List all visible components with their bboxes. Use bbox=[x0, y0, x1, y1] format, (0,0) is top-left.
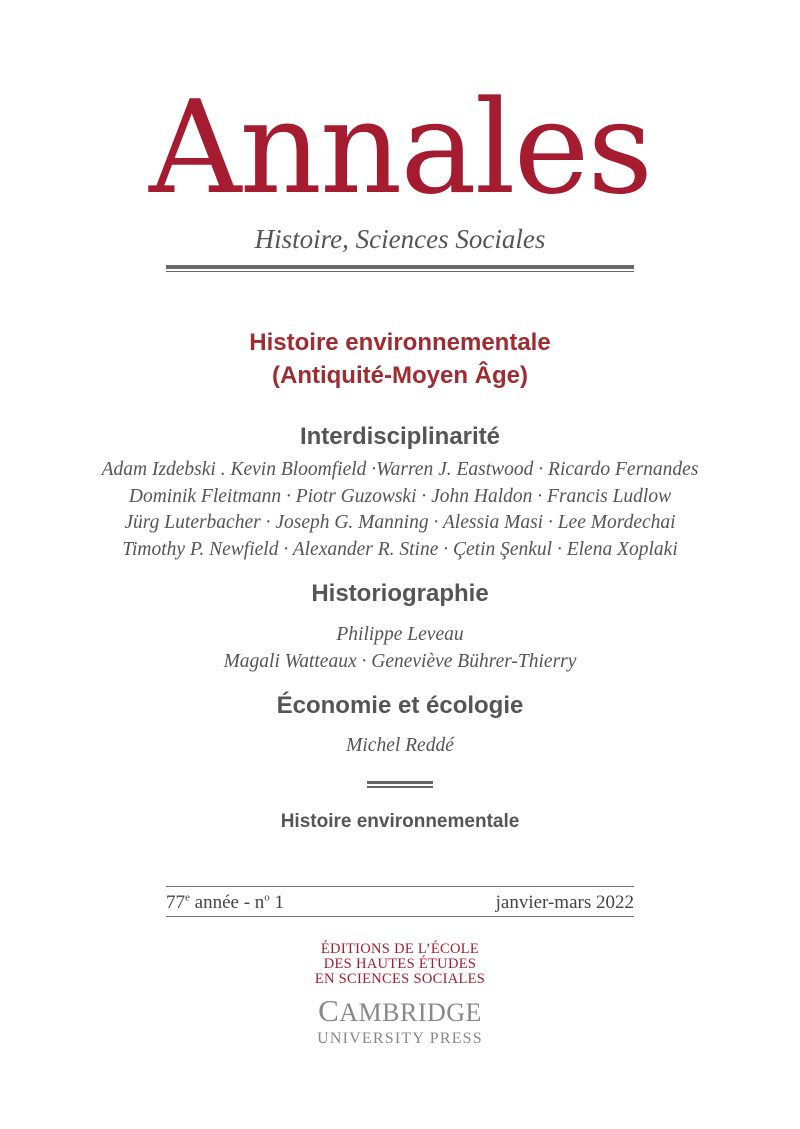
author-list bbox=[0, 457, 800, 563]
section-heading: Historiographie bbox=[311, 580, 489, 607]
publisher-line: ÉDITIONS DE L’ÉCOLE bbox=[320, 941, 480, 957]
publisher-ehess bbox=[0, 942, 800, 987]
journal-subtitle: Histoire, Sciences Sociales bbox=[254, 224, 546, 254]
divider bbox=[166, 916, 634, 917]
author-line: Philippe Leveau bbox=[336, 624, 464, 645]
journal-title: Annales bbox=[149, 74, 651, 223]
issue-info bbox=[166, 892, 634, 914]
publisher-cambridge-sub: UNIVERSITY PRESS bbox=[317, 1030, 483, 1047]
issue-date: janvier-mars 2022 bbox=[495, 892, 634, 913]
publisher-line: EN SCIENCES SOCIALES bbox=[314, 971, 486, 987]
author-line: Dominik Fleitmann · Piotr Guzowski · John Haldon · Francis Ludlow bbox=[128, 485, 672, 507]
issue-theme bbox=[0, 326, 800, 392]
section-heading: Économie et écologie bbox=[276, 692, 524, 719]
author-list bbox=[0, 622, 800, 675]
author-line: Michel Reddé bbox=[346, 735, 454, 756]
issue-number: 77e année - $n^o$ 1 bbox=[166, 891, 285, 913]
footer-section: Histoire environnementale bbox=[280, 811, 520, 832]
theme-line: Histoire environnementale bbox=[249, 329, 551, 356]
divider bbox=[166, 265, 634, 269]
divider bbox=[166, 886, 634, 887]
author-line: Adam Izdebski . Kevin Bloomfield ·Warren J. Eastwood · Ricardo Fernandes bbox=[101, 459, 699, 480]
author-list bbox=[0, 733, 800, 760]
divider bbox=[166, 271, 634, 272]
author-line: Timothy P. Newfield · Alexander R. Stine · Çetin Şenkul · Elena Xoplaki bbox=[122, 538, 678, 560]
ornament-rule bbox=[367, 781, 433, 784]
publisher-line: DES HAUTES ÉTUDES bbox=[323, 956, 477, 972]
theme-line: (Antiquité-Moyen Âge) bbox=[272, 362, 528, 389]
author-line: Magali Watteaux · Geneviève Bührer-Thierry bbox=[223, 650, 577, 672]
author-line: Jürg Luterbacher · Joseph G. Manning · Alessia Masi · Lee Mordechai bbox=[124, 512, 676, 533]
section-heading: Interdisciplinarité bbox=[299, 423, 501, 450]
ornament-rule bbox=[367, 786, 433, 788]
publisher-cambridge: CAMBRIDGE bbox=[318, 993, 482, 1028]
